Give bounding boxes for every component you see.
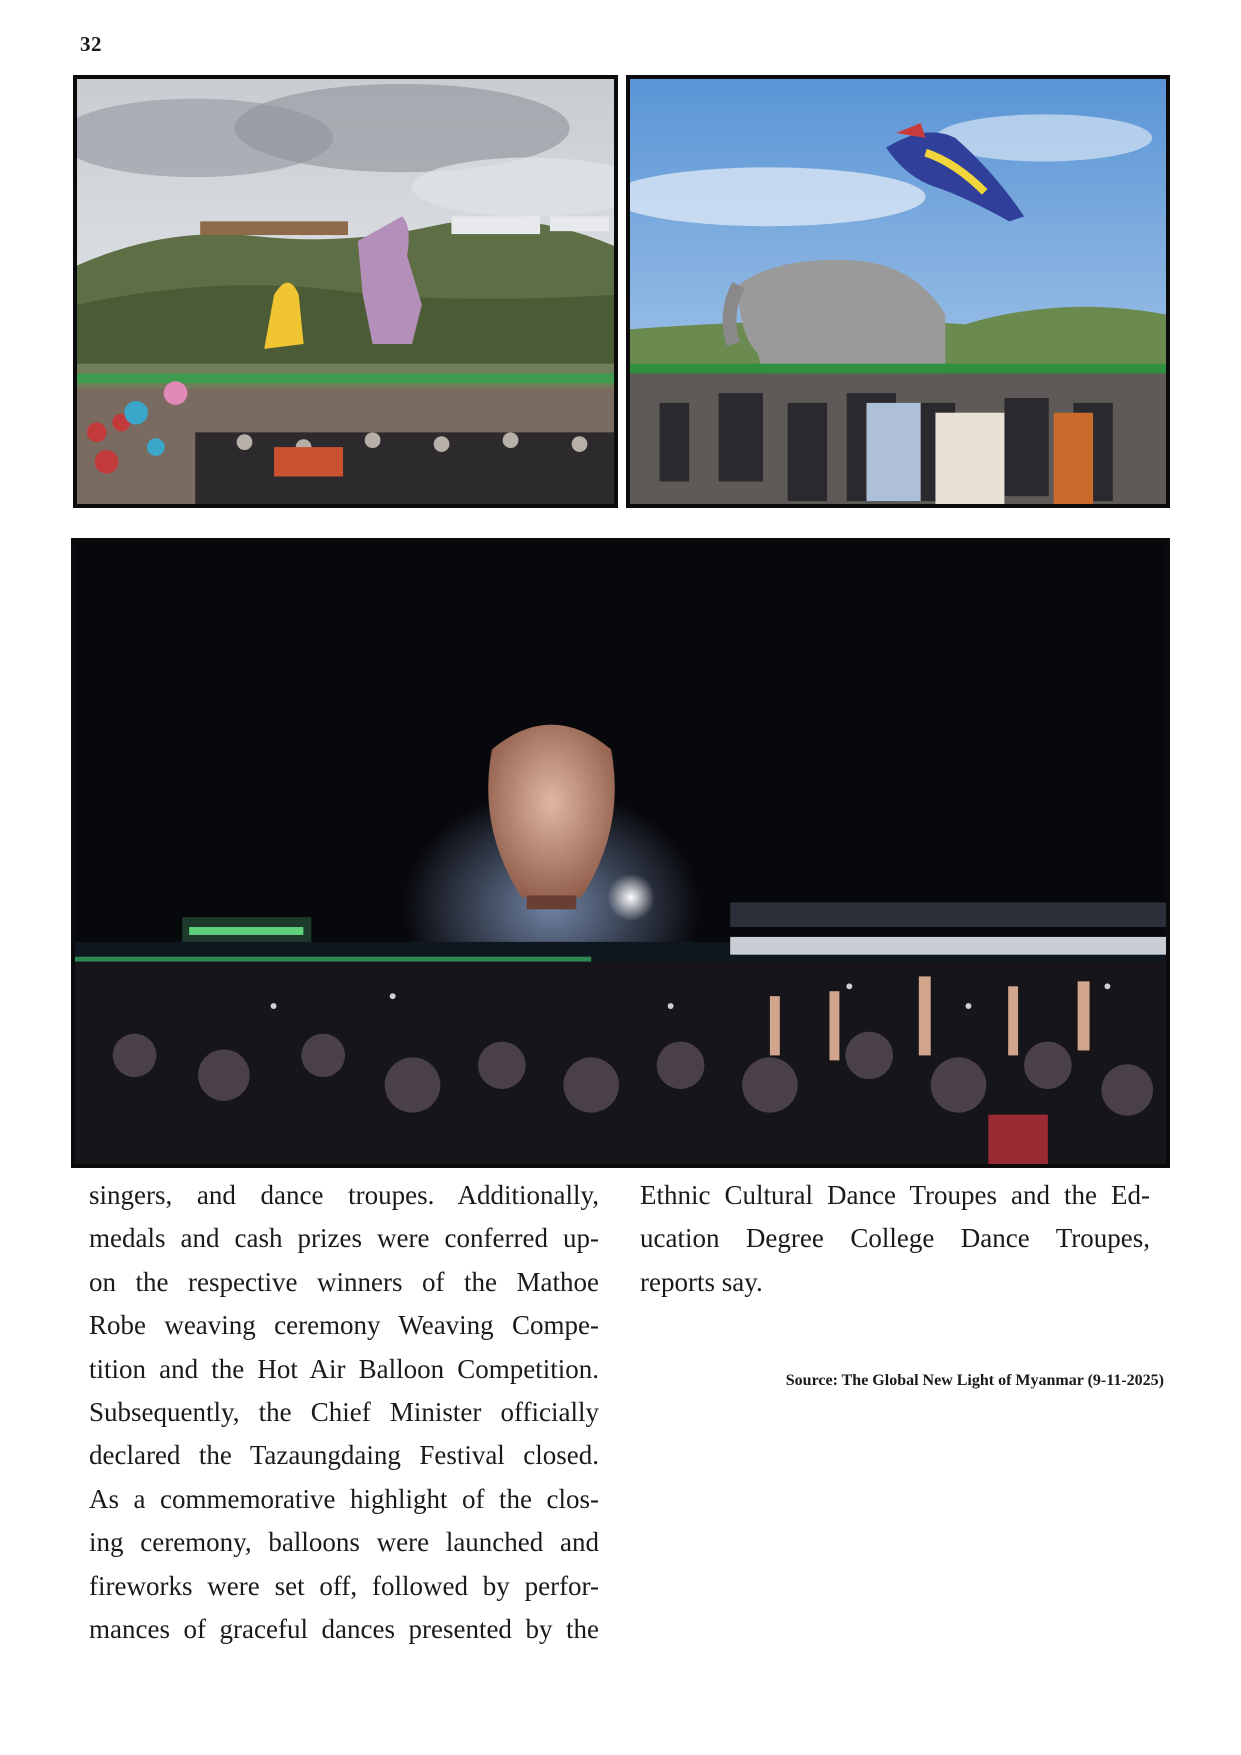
article-left-column [89, 1174, 599, 1651]
article-right-column [640, 1174, 1150, 1304]
article-source: Source: The Global New Light of Myanmar (9-11-2025) [785, 1372, 1164, 1389]
article-line: declared the Tazaungdaing Festival closed. [89, 1440, 599, 1471]
article-line: mances of graceful dances presented by the [89, 1613, 599, 1644]
article-line: ing ceremony, balloons were launched and [89, 1527, 599, 1558]
article-line: ucation Degree College Dance Troupes, [640, 1223, 1150, 1254]
night-hot-air-balloon-launch-photo [71, 538, 1170, 1168]
article-line: Robe weaving ceremony Weaving Compe- [89, 1310, 599, 1341]
article-line: on the respective winners of the Mathoe [89, 1266, 599, 1297]
article-line: Ethnic Cultural Dance Troupes and the Ed- [640, 1180, 1150, 1210]
page-number: 32 [80, 32, 102, 56]
photo-balloon-animals-sky-icon [630, 79, 1166, 504]
article-line: fireworks were set off, followed by perfor- [89, 1570, 599, 1601]
article-line: reports say. [640, 1266, 763, 1297]
article-line: tition and the Hot Air Balloon Competition. [89, 1353, 599, 1384]
festival-grounds-animal-balloons-photo [73, 75, 618, 508]
article-line: medals and cash prizes were conferred up- [89, 1223, 599, 1254]
bird-and-elephant-balloons-photo [626, 75, 1170, 508]
photo-night-balloon-crowd-icon [75, 542, 1166, 1164]
article-line: Subsequently, the Chief Minister officially [89, 1396, 599, 1427]
article-line: As a commemorative highlight of the clos- [89, 1483, 599, 1514]
photo-balloon-festival-day-icon [77, 79, 614, 504]
article-line: singers, and dance troupes. Additionally, [89, 1180, 599, 1210]
